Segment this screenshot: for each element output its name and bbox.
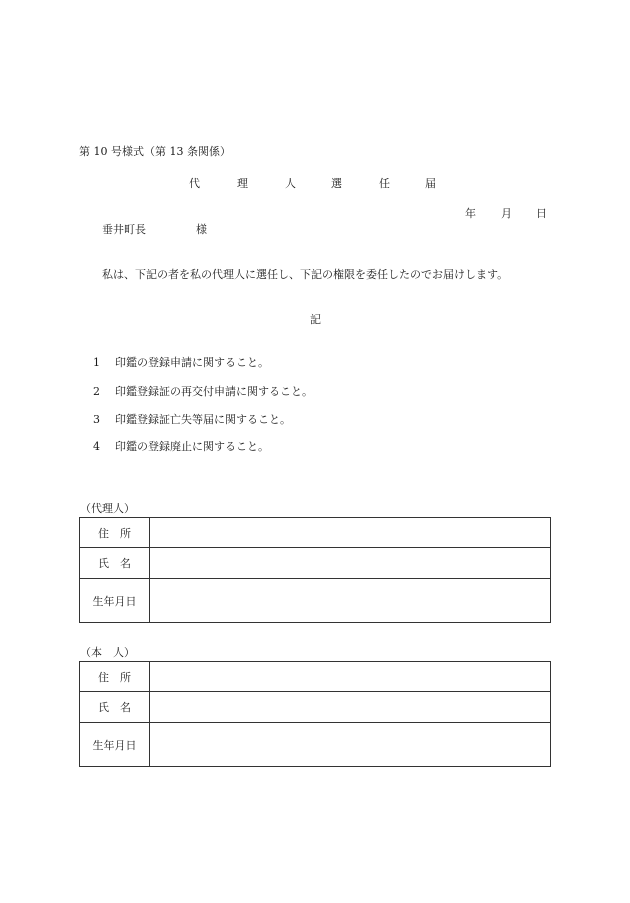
date-day-label: 日 bbox=[536, 207, 547, 220]
date-year-label: 年 bbox=[465, 207, 476, 220]
title-char: 届 bbox=[425, 177, 436, 190]
table-row bbox=[80, 692, 551, 723]
agent-birthdate-field[interactable] bbox=[150, 579, 551, 623]
table-row bbox=[80, 548, 551, 579]
agent-info-table bbox=[79, 517, 551, 623]
address-label bbox=[80, 518, 150, 548]
form-number: 第 10 号様式（第 13 条関係） bbox=[79, 145, 231, 158]
title-char: 理 bbox=[237, 177, 248, 190]
addressee-honorific: 様 bbox=[196, 223, 207, 236]
agent-address-field[interactable] bbox=[150, 518, 551, 548]
table-row bbox=[80, 723, 551, 767]
name-label-text: 氏 名 bbox=[98, 701, 131, 714]
title-char: 代 bbox=[189, 177, 200, 190]
item-number: 4 bbox=[93, 440, 100, 453]
birthdate-label-text: 生年月日 bbox=[92, 738, 137, 752]
item-number: 2 bbox=[93, 385, 100, 398]
body-text: 私は、下記の者を私の代理人に選任し、下記の権限を委任したのでお届けします。 bbox=[102, 268, 509, 281]
item-text: 印鑑登録証の再交付申請に関すること。 bbox=[115, 385, 313, 398]
table-row bbox=[80, 518, 551, 548]
addressee: 垂井町長 bbox=[102, 223, 146, 236]
principal-address-field[interactable] bbox=[150, 662, 551, 692]
item-number: 3 bbox=[93, 413, 100, 426]
birthdate-label-text: 生年月日 bbox=[92, 594, 137, 608]
name-label-text: 氏 名 bbox=[98, 557, 131, 570]
name-label bbox=[80, 548, 150, 579]
principal-section-caption: （本 人） bbox=[80, 646, 135, 659]
date-month-label: 月 bbox=[501, 207, 512, 220]
item-text: 印鑑の登録廃止に関すること。 bbox=[115, 440, 269, 453]
title-char: 選 bbox=[331, 177, 342, 190]
title-char: 人 bbox=[285, 177, 296, 190]
address-label bbox=[80, 662, 150, 692]
address-label-text: 住 所 bbox=[98, 526, 131, 540]
agent-name-field[interactable] bbox=[150, 548, 551, 579]
birthdate-label bbox=[80, 723, 150, 767]
principal-info-table bbox=[79, 661, 551, 767]
title-char: 任 bbox=[379, 177, 390, 190]
principal-birthdate-field[interactable] bbox=[150, 723, 551, 767]
item-text: 印鑑登録証亡失等届に関すること。 bbox=[115, 413, 291, 426]
ki-heading: 記 bbox=[310, 313, 321, 326]
item-number: 1 bbox=[93, 356, 100, 369]
agent-section-caption: （代理人） bbox=[80, 502, 135, 515]
name-label bbox=[80, 692, 150, 723]
principal-name-field[interactable] bbox=[150, 692, 551, 723]
table-row bbox=[80, 579, 551, 623]
birthdate-label bbox=[80, 579, 150, 623]
address-label-text: 住 所 bbox=[98, 670, 131, 684]
table-row bbox=[80, 662, 551, 692]
item-text: 印鑑の登録申請に関すること。 bbox=[115, 356, 269, 369]
